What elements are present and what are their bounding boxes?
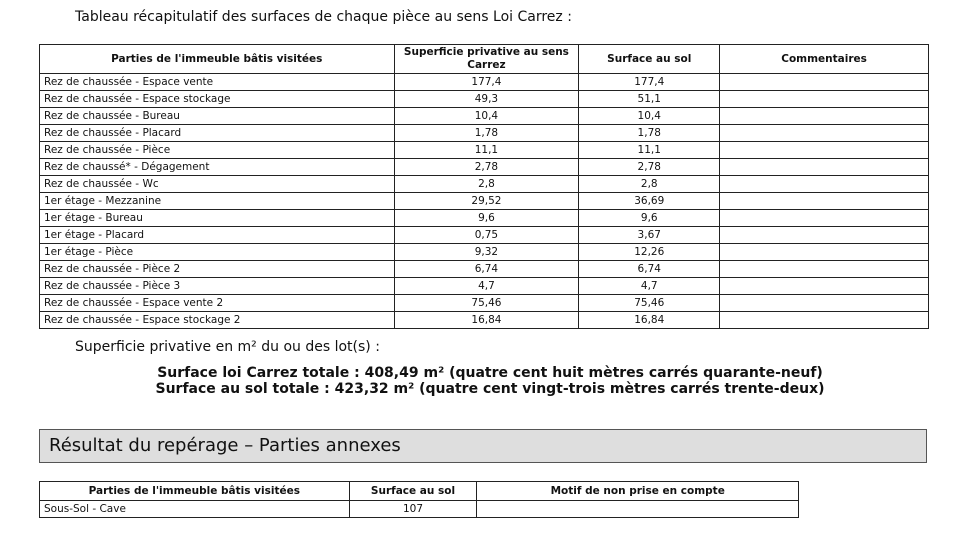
table-cell: 0,75: [394, 227, 579, 244]
table-cell: Rez de chaussée - Pièce 3: [40, 278, 395, 295]
table-cell: 10,4: [394, 108, 579, 125]
header-surface-sol: Surface au sol: [349, 482, 477, 501]
table-cell: [720, 227, 929, 244]
table-row: [40, 176, 929, 193]
superficie-subtitle: Superficie privative en m² du ou des lot(s) :: [75, 339, 380, 355]
table-cell: Rez de chaussée - Espace vente: [40, 74, 395, 91]
table-cell: 4,7: [579, 278, 720, 295]
table-cell: [720, 210, 929, 227]
table-cell: 49,3: [394, 91, 579, 108]
table-row: [40, 278, 929, 295]
intro-text: Tableau récapitulatif des surfaces de chaque pièce au sens Loi Carrez :: [75, 9, 572, 25]
table-row: [40, 125, 929, 142]
header-motif: Motif de non prise en compte: [477, 482, 799, 501]
table-cell: 177,4: [394, 74, 579, 91]
table-row: [40, 501, 799, 518]
table-cell: 2,78: [394, 159, 579, 176]
table-cell: Rez de chaussée - Pièce 2: [40, 261, 395, 278]
table-cell: [720, 176, 929, 193]
table-row: [40, 244, 929, 261]
table-cell: 1,78: [579, 125, 720, 142]
table-cell: 10,4: [579, 108, 720, 125]
table-cell: 1er étage - Placard: [40, 227, 395, 244]
table-cell: Rez de chaussée - Espace vente 2: [40, 295, 395, 312]
table-cell: Rez de chaussée - Bureau: [40, 108, 395, 125]
table-cell: 16,84: [394, 312, 579, 329]
table-cell: Rez de chaussée - Pièce: [40, 142, 395, 159]
table-cell: 75,46: [579, 295, 720, 312]
table-row: [40, 74, 929, 91]
table-cell: 6,74: [394, 261, 579, 278]
table-cell: Rez de chaussée - Wc: [40, 176, 395, 193]
table-cell: [477, 501, 799, 518]
header-surface-sol: Surface au sol: [579, 45, 720, 74]
table-row: [40, 142, 929, 159]
header-superficie-carrez: Superficie privative au sens Carrez: [394, 45, 579, 74]
table-cell: 1er étage - Bureau: [40, 210, 395, 227]
table-cell: 2,78: [579, 159, 720, 176]
table-cell: 1,78: [394, 125, 579, 142]
table-cell: [720, 261, 929, 278]
table-cell: 1er étage - Pièce: [40, 244, 395, 261]
table-cell: 11,1: [579, 142, 720, 159]
table-cell: 16,84: [579, 312, 720, 329]
table-row: [40, 108, 929, 125]
annexes-table: [39, 481, 799, 518]
table-cell: [720, 312, 929, 329]
table-cell: [720, 108, 929, 125]
table-cell: Rez de chaussée - Placard: [40, 125, 395, 142]
table-row: [40, 295, 929, 312]
table-row: [40, 261, 929, 278]
table-cell: 177,4: [579, 74, 720, 91]
table-cell: 12,26: [579, 244, 720, 261]
table-row: [40, 91, 929, 108]
table-cell: [720, 159, 929, 176]
table-cell: [720, 142, 929, 159]
total-carrez: Surface loi Carrez totale : 408,49 m² (quatre cent huit mètres carrés quarante-neuf): [157, 365, 823, 381]
table-cell: Rez de chaussée - Espace stockage: [40, 91, 395, 108]
table-cell: [720, 295, 929, 312]
table-cell: 1er étage - Mezzanine: [40, 193, 395, 210]
table-cell: Sous-Sol - Cave: [40, 501, 350, 518]
table-cell: 2,8: [579, 176, 720, 193]
table-cell: 3,67: [579, 227, 720, 244]
table-header-row: [40, 45, 929, 74]
table-cell: 75,46: [394, 295, 579, 312]
table-cell: 9,6: [394, 210, 579, 227]
table-cell: [720, 125, 929, 142]
table-row: [40, 210, 929, 227]
table-cell: 51,1: [579, 91, 720, 108]
table-cell: 9,32: [394, 244, 579, 261]
table-cell: [720, 278, 929, 295]
table-cell: [720, 91, 929, 108]
table-row: [40, 312, 929, 329]
table-cell: Rez de chaussée - Espace stockage 2: [40, 312, 395, 329]
header-parties: Parties de l'immeuble bâtis visitées: [40, 45, 395, 74]
table-cell: 9,6: [579, 210, 720, 227]
total-sol: Surface au sol totale : 423,32 m² (quatre cent vingt-trois mètres carrés trente-deux): [155, 381, 825, 397]
table-cell: 6,74: [579, 261, 720, 278]
table-cell: 11,1: [394, 142, 579, 159]
table-cell: 36,69: [579, 193, 720, 210]
header-commentaires: Commentaires: [720, 45, 929, 74]
table-row: [40, 227, 929, 244]
table-cell: 2,8: [394, 176, 579, 193]
table-cell: 4,7: [394, 278, 579, 295]
table-cell: [720, 244, 929, 261]
header-parties: Parties de l'immeuble bâtis visitées: [40, 482, 350, 501]
table-cell: [720, 74, 929, 91]
table-header-row: [40, 482, 799, 501]
table-row: [40, 159, 929, 176]
section-title: Résultat du repérage – Parties annexes: [39, 429, 927, 463]
table-cell: 107: [349, 501, 477, 518]
table-cell: Rez de chaussé* - Dégagement: [40, 159, 395, 176]
carrez-table: [39, 44, 929, 329]
table-cell: [720, 193, 929, 210]
table-row: [40, 193, 929, 210]
table-cell: 29,52: [394, 193, 579, 210]
